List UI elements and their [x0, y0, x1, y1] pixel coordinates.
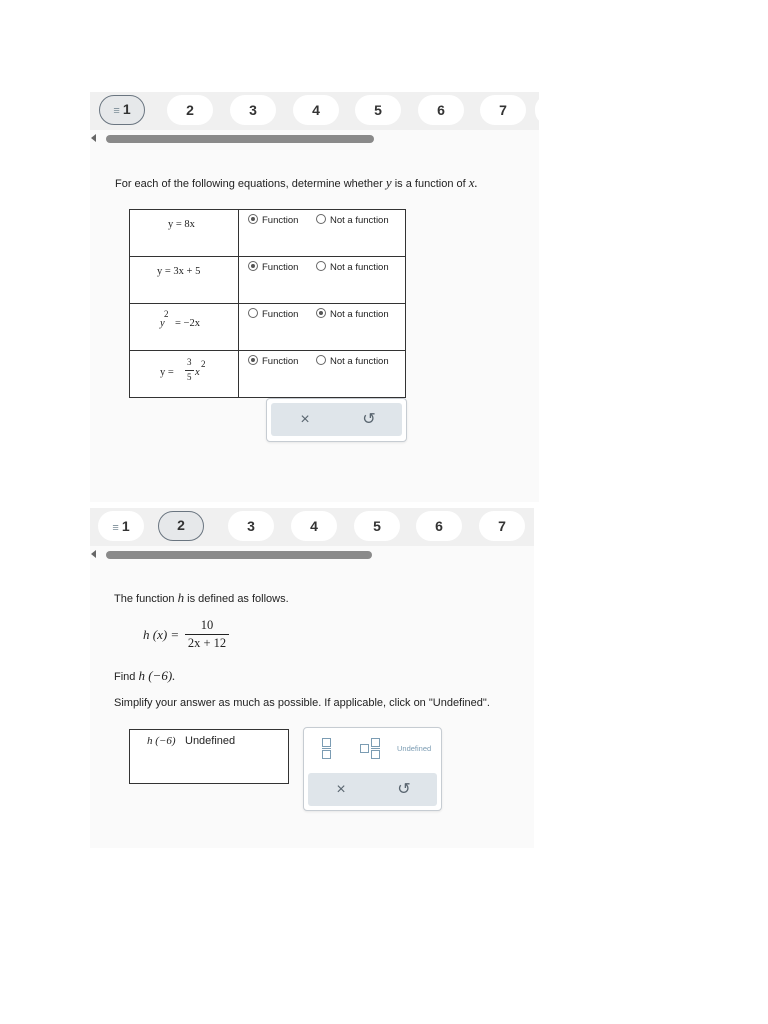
question-tab-7[interactable]: 7: [479, 511, 525, 541]
question-tab-6[interactable]: 6: [416, 511, 462, 541]
radio-unselected-icon[interactable]: [316, 355, 326, 365]
radio-selected-icon[interactable]: [248, 214, 258, 224]
equation-text: = −2x: [175, 318, 200, 329]
question-tab-3[interactable]: 3: [228, 511, 274, 541]
simplify-instruction: Simplify your answer as much as possible. If applicable, click on "Undefined".: [114, 697, 490, 709]
question-tab-bar: [90, 508, 534, 546]
radio-unselected-icon[interactable]: [248, 308, 258, 318]
definition-fraction: [185, 618, 229, 651]
clear-button[interactable]: [275, 403, 335, 436]
question-tab-2[interactable]: 2: [167, 95, 213, 125]
equation-text: y =: [160, 367, 174, 378]
option-not-a-function[interactable]: Not a function: [316, 308, 389, 320]
function-intro: The function h is defined as follows.: [114, 590, 289, 605]
radio-unselected-icon[interactable]: [316, 261, 326, 271]
question-tab-4[interactable]: 4: [293, 95, 339, 125]
question-tab-partial[interactable]: [535, 95, 549, 125]
fraction-numerator: 10: [200, 618, 214, 632]
option-function[interactable]: Function: [248, 308, 298, 320]
fraction-icon: [322, 738, 331, 759]
undo-icon: ↺: [362, 411, 376, 428]
fraction-bar: [185, 370, 194, 371]
radio-unselected-icon[interactable]: [316, 214, 326, 224]
close-icon: ×: [300, 411, 310, 428]
option-not-a-function[interactable]: Not a function: [316, 214, 389, 226]
scroll-left-arrow-icon[interactable]: [91, 134, 96, 142]
equation-text: y: [160, 318, 165, 329]
equation-cell: [130, 304, 238, 350]
scrollbar-thumb[interactable]: [106, 135, 374, 143]
question-panel-2: [90, 508, 534, 848]
equation-text: y = 3x + 5: [157, 266, 201, 277]
fraction-bar: [185, 634, 229, 635]
question-tab-4[interactable]: 4: [291, 511, 337, 541]
question-tab-6[interactable]: 6: [418, 95, 464, 125]
option-function[interactable]: Function: [248, 214, 298, 226]
list-icon: ≡: [112, 522, 119, 534]
undo-button[interactable]: [339, 403, 399, 436]
options-cell: [239, 304, 405, 350]
option-not-a-function[interactable]: Not a function: [316, 261, 389, 273]
table-row: [130, 257, 406, 304]
table-row: [130, 210, 406, 257]
fraction-tool-button[interactable]: [322, 738, 331, 759]
action-bar: [271, 403, 402, 436]
equation-cell: [130, 351, 238, 397]
option-not-a-function[interactable]: Not a function: [316, 355, 389, 367]
mixed-number-tool-button[interactable]: [360, 738, 380, 759]
question-tab-2[interactable]: 2: [158, 511, 204, 541]
equation-cell: [130, 257, 238, 303]
action-bar: [308, 773, 437, 806]
equation-text: x: [195, 367, 200, 378]
equation-table: [129, 209, 406, 398]
function-definition: h (x) =: [143, 627, 180, 642]
radio-selected-icon[interactable]: [248, 261, 258, 271]
option-function[interactable]: Function: [248, 355, 298, 367]
undo-button[interactable]: [374, 773, 434, 806]
option-function[interactable]: Function: [248, 261, 298, 273]
find-prompt: Find h (−6).: [114, 668, 176, 683]
fraction-denominator: 2x + 12: [187, 636, 227, 650]
question-panel-1: [90, 92, 539, 502]
answer-action-box: [266, 398, 407, 442]
close-icon: ×: [336, 781, 346, 798]
question-tab-5[interactable]: 5: [355, 95, 401, 125]
equation-exponent: 2: [201, 359, 206, 369]
table-row: [130, 304, 406, 351]
question-tab-bar: [90, 92, 539, 130]
question-tab-1[interactable]: ≡ 1: [99, 95, 145, 125]
answer-tools-box: [303, 727, 442, 811]
question-tab-5[interactable]: 5: [354, 511, 400, 541]
tab-scrollbar[interactable]: [90, 132, 539, 146]
radio-selected-icon[interactable]: [248, 355, 258, 365]
radio-selected-icon[interactable]: [316, 308, 326, 318]
question-instruction: For each of the following equations, determine whether y is a function of x.: [115, 175, 478, 190]
equation-exponent: 2: [164, 309, 169, 319]
options-cell: [239, 257, 405, 303]
question-tab-1[interactable]: ≡ 1: [98, 511, 144, 541]
fraction-denominator: 5: [187, 372, 192, 382]
table-row: [130, 351, 406, 398]
clear-button[interactable]: [311, 773, 371, 806]
question-tab-3[interactable]: 3: [230, 95, 276, 125]
question-tab-7[interactable]: 7: [480, 95, 526, 125]
mixed-number-icon: [360, 738, 380, 759]
scroll-left-arrow-icon[interactable]: [91, 550, 96, 558]
equation-cell: [130, 210, 238, 256]
equation-text: y = 8x: [168, 219, 195, 230]
answer-input[interactable]: [129, 729, 289, 784]
list-icon: ≡: [113, 105, 120, 117]
options-cell: [239, 351, 405, 397]
undefined-button[interactable]: Undefined: [397, 744, 432, 753]
undo-icon: ↺: [397, 781, 411, 798]
fraction-numerator: 3: [187, 357, 192, 367]
tab-scrollbar[interactable]: [90, 548, 534, 562]
answer-value: Undefined: [185, 735, 236, 747]
answer-label: h (−6): [147, 735, 176, 747]
scrollbar-thumb[interactable]: [106, 551, 372, 559]
options-cell: [239, 210, 405, 256]
